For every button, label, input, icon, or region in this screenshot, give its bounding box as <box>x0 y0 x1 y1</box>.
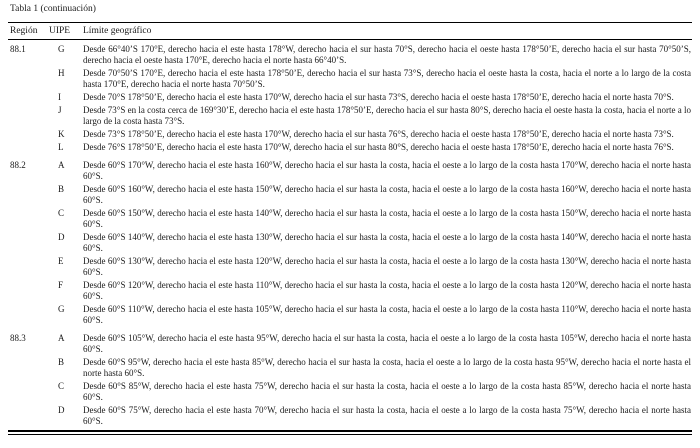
uipe-cell: E <box>58 256 64 266</box>
table-row <box>8 105 692 127</box>
uipe-cell: D <box>58 405 65 415</box>
uipe-cell: F <box>58 280 64 290</box>
table-row <box>8 381 692 403</box>
limit-cell: Desde 73°S en la costa cerca de 169°30’E, derecho hacia el este hasta 178°50’E, derecho hacia el sur hasta 80°S, derecho hacia el oeste hasta la costa, hacia el norte a lo largo de la costa hasta 73°S. <box>83 105 691 126</box>
uipe-cell: I <box>58 92 61 102</box>
limit-cell: Desde 70°50’S 170°E, derecho hacia el este hasta 178°50’E, derecho hacia el sur hasta 73°S, derecho hacia el oeste hasta la costa, hacia el norte a lo largo de la costa hasta 170°E, derecho hacia el norte hasta 70°50’S. <box>83 68 691 89</box>
table-row <box>8 280 692 302</box>
limit-cell: Desde 76°S 178°50’E, derecho hacia el este hasta 170°W, derecho hacia el sur hasta 80°S, derecho hacia el oeste hasta 178°50’E, derecho hacia el norte hasta 76°S. <box>83 142 674 152</box>
regions-table <box>8 22 692 435</box>
table-row <box>8 129 692 140</box>
table-row <box>8 92 692 103</box>
limit-cell: Desde 60°S 150°W, derecho hacia el este hasta 140°W, derecho hacia el sur hasta la costa, hacia el oeste a lo largo de la costa hasta 150°W, derecho hacia el norte hasta 60°S. <box>83 208 691 229</box>
limit-cell: Desde 60°S 130°W, derecho hacia el este hasta 120°W, derecho hacia el sur hasta la costa, hacia el oeste a lo largo de la costa hasta 130°W, derecho hacia el norte hasta 60°S. <box>83 256 691 277</box>
uipe-cell: C <box>58 208 65 218</box>
limit-cell: Desde 60°S 75°W, derecho hacia el este hasta 70°W, derecho hacia el sur hasta la costa, hacia el oeste a lo largo de la costa hasta 75°W, derecho hacia el norte hasta 60°S. <box>83 405 691 426</box>
limit-cell: Desde 60°S 120°W, derecho hacia el este hasta 110°W, derecho hacia el sur hasta la costa, hacia el oeste a lo largo de la costa hasta 120°W, derecho hacia el norte hasta 60°S. <box>83 280 691 301</box>
limit-cell: Desde 60°S 105°W, derecho hacia el este hasta 95°W, derecho hacia el sur hasta la costa, hacia el oeste a lo largo de la costa hasta 105°W, derecho hacia el norte hasta 60°S. <box>83 333 691 354</box>
table-title: Tabla 1 (continuación) <box>10 4 96 14</box>
uipe-cell: B <box>58 184 65 194</box>
table-header-row <box>8 22 692 40</box>
table-bottom-rule <box>8 430 692 435</box>
limit-cell: Desde 70°S 178°50’E, derecho hacia el este hasta 170°W, derecho hacia el sur hasta 73°S, derecho hacia el oeste hasta 178°50’E, derecho hacia el norte hasta 70°S. <box>83 92 674 102</box>
region-cell: 88.2 <box>10 160 26 170</box>
region-cell: 88.3 <box>10 333 26 343</box>
uipe-cell: L <box>58 142 64 152</box>
limit-cell: Desde 60°S 110°W, derecho hacia el este hasta 105°W, derecho hacia el sur hasta la costa, hacia el oeste a lo largo de la costa hasta 110°W, derecho hacia el norte hasta 60°S. <box>83 304 691 325</box>
limit-cell: Desde 60°S 85°W, derecho hacia el este hasta 75°W, derecho hacia el sur hasta la costa, hacia el oeste a lo largo de la costa hasta 85°W, derecho hacia el norte hasta 60°S. <box>83 381 691 402</box>
uipe-cell: H <box>58 68 65 78</box>
uipe-cell: J <box>58 105 62 115</box>
table-row <box>8 304 692 326</box>
table-row <box>8 44 692 66</box>
header-uipe: UIPE <box>49 26 71 36</box>
table-row <box>8 405 692 427</box>
limit-cell: Desde 60°S 170°W, derecho hacia el este hasta 160°W, derecho hacia el sur hasta la costa, hacia el oeste a lo largo de la costa hasta 170°W, derecho hacia el norte hasta 60°S. <box>83 160 691 181</box>
table-row <box>8 142 692 153</box>
table-row <box>8 184 692 206</box>
uipe-cell: G <box>58 44 65 54</box>
limit-cell: Desde 60°S 160°W, derecho hacia el este hasta 150°W, derecho hacia el sur hasta la costa, hacia el oeste a lo largo de la costa hasta 160°W, derecho hacia el norte hasta 60°S. <box>83 184 691 205</box>
limit-cell: Desde 73°S 178°50’E, derecho hacia el este hasta 170°W, derecho hacia el sur hasta 76°S, derecho hacia el oeste hasta 178°50’E, derecho hacia el norte hasta 73°S. <box>83 129 674 139</box>
table-row <box>8 357 692 379</box>
limit-cell: Desde 66°40’S 170°E, derecho hacia el este hasta 178°W, derecho hacia el sur hasta 70°S, derecho hacia el oeste hasta 178°50’E, derecho hacia el sur hasta 70°50’S, derecho hacia el oeste hasta 170°E, derecho hacia el norte hasta 66°40’S. <box>83 44 691 65</box>
table-row <box>8 256 692 278</box>
uipe-cell: G <box>58 304 65 314</box>
uipe-cell: D <box>58 232 65 242</box>
uipe-cell: B <box>58 357 65 367</box>
uipe-cell: A <box>58 333 65 343</box>
region-cell: 88.1 <box>10 44 26 54</box>
table-row <box>8 160 692 182</box>
limit-cell: Desde 60°S 140°W, derecho hacia el este hasta 130°W, derecho hacia el sur hasta la costa, hacia el oeste a lo largo de la costa hasta 140°W, derecho hacia el norte hasta 60°S. <box>83 232 691 253</box>
uipe-cell: A <box>58 160 65 170</box>
table-row <box>8 208 692 230</box>
uipe-cell: C <box>58 381 65 391</box>
table-body <box>8 40 692 427</box>
document-page <box>0 4 700 435</box>
limit-cell: Desde 60°S 95°W, derecho hacia el este hasta 85°W, derecho hacia el sur hasta la costa, hacia el oeste a lo largo de la costa hasta 95°W, derecho hacia el norte hasta el norte hasta 60°S. <box>83 357 691 378</box>
table-row <box>8 68 692 90</box>
uipe-cell: K <box>58 129 65 139</box>
header-region: Región <box>10 26 38 36</box>
table-row <box>8 232 692 254</box>
header-limite-geografico: Límite geográfico <box>83 26 152 36</box>
table-row <box>8 333 692 355</box>
